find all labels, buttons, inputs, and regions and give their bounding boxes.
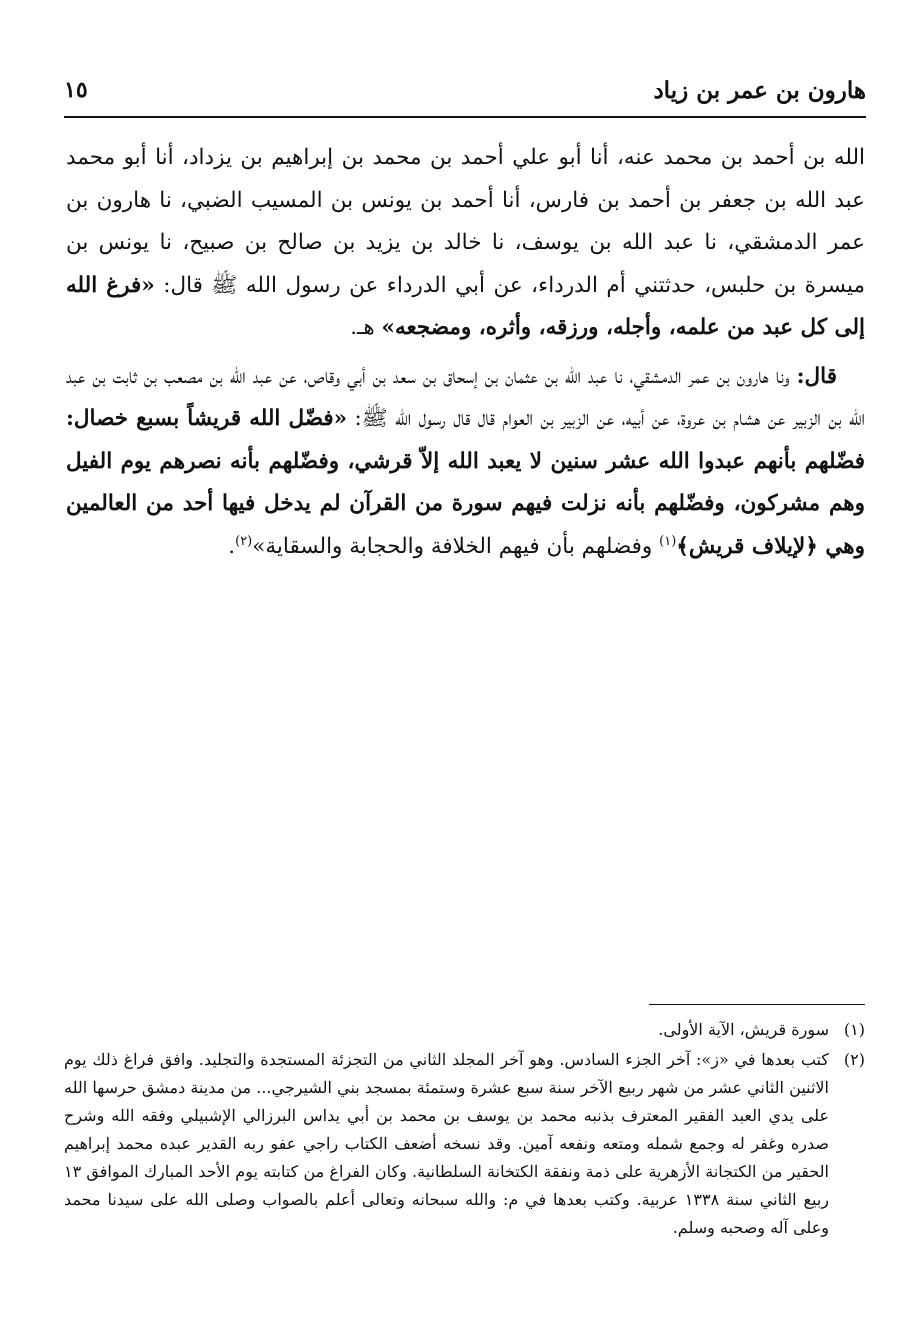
running-title: هارون بن عمر بن زياد	[653, 76, 866, 104]
footnote-number: (٢)	[843, 1050, 865, 1069]
paragraph-end: .	[228, 533, 236, 559]
footnote-2	[64, 1046, 865, 1242]
paragraph-1	[66, 137, 865, 350]
page-header	[64, 70, 866, 110]
paragraph-2	[66, 356, 865, 569]
footnote-ref-1[interactable]: (١)	[659, 533, 677, 549]
footnote-text: سورة قريش، الآية الأولى.	[658, 1020, 829, 1039]
isnad-text: الله بن أحمد بن محمد عنه، أنا أبو علي أحمد بن محمد بن إبراهيم بن يزداد، أنا أبو محمد عبد الله بن جعفر بن أحمد بن فارس، أنا أحمد بن يونس بن المسيب الضبي، نا هارون بن عمر الدمشقي، نا عبد الله بن يوسف، نا خالد بن يزيد بن صالح بن صبيح، نا يونس بن ميسرة بن حلبس، حدثتني أم الدرداء، عن أبي الدرداء عن رسول الله ﷺ قال:	[66, 145, 865, 298]
main-text	[66, 137, 865, 568]
header-rule	[64, 116, 866, 118]
footnote-text: كتب بعدها في «ز»: آخر الجزء السادس. وهو آخر المجلد الثاني من التجزئة المستجدة والتجليد. وافق فراغ ذلك يوم الاثنين الثاني عشر من شهر ربيع الآخر سنة سبع عشرة وستمئة بمسجد بني الشيرجي... من مدينة دمشق حرسها الله على يدي العبد الفقير المعترف بذنبه محمد بن يوسف بن محمد بن أبي يداس البرزالي الإشبيلي وفقه الله وشرح صدره وغفر له وجمع شمله ومتعه ونفعه آمين. وقد نسخه أضعف الكتاب راجي عفو ربه القدير عبده محمد إبراهيم الحقير من الكتجانة الأزهرية على ذمة ونفقة الكتخانة السلطانية. وكان الفراغ من كتابته يوم الأحد المبارك الموافق ١٣ ربيع الثاني سنة ١٣٣٨ عربية. وكتب بعدها في م: والله سبحانه وتعالى أعلم بالصواب وصلى الله على سيدنا محمد وعلى آله وصحبه وسلم.	[64, 1050, 830, 1237]
footnote-1	[64, 1016, 865, 1044]
footnotes	[64, 1016, 865, 1244]
hadith-text: «فرغ الله إلى كل عبد من علمه، وأجله، ورزقه، وأثره، ومضجعه»	[66, 272, 865, 340]
hadith-continuation: وفضلهم بأن فيهم الخلافة والحجابة والسقاية»	[252, 533, 660, 559]
footnote-number: (١)	[843, 1020, 865, 1039]
isnad-text: ونا هارون بن عمر الدمشقي، نا عبد الله بن عثمان بن إسحاق بن سعد بن أبي وقاص، عن عبد الله بن مصعب بن ثابت بن عبد الله بن الزبير عن هشام بن عروة، عن أبيه، عن الزبير بن العوام قال قال رسول الله ﷺ:	[66, 363, 865, 431]
page-number: ١٥	[64, 77, 88, 103]
paragraph-lead: قال:	[796, 363, 837, 389]
footnote-ref-2[interactable]: (٢)	[235, 533, 253, 549]
hadith-text: «فضّل الله قريشاً بسبع خصال: فضّلهم بأنهم عبدوا الله عشر سنين لا يعبد الله إلاّ قرشي، وفضّلهم بأنه نصرهم يوم الفيل وهم مشركون، وفضّلهم بأنه نزلت فيهم سورة من القرآن لم يدخل فيها أحد من العالمين وهي ﴿لإيلاف قريش﴾	[66, 406, 865, 559]
paragraph-end: هـ.	[350, 315, 382, 340]
footnote-rule	[649, 1004, 865, 1005]
